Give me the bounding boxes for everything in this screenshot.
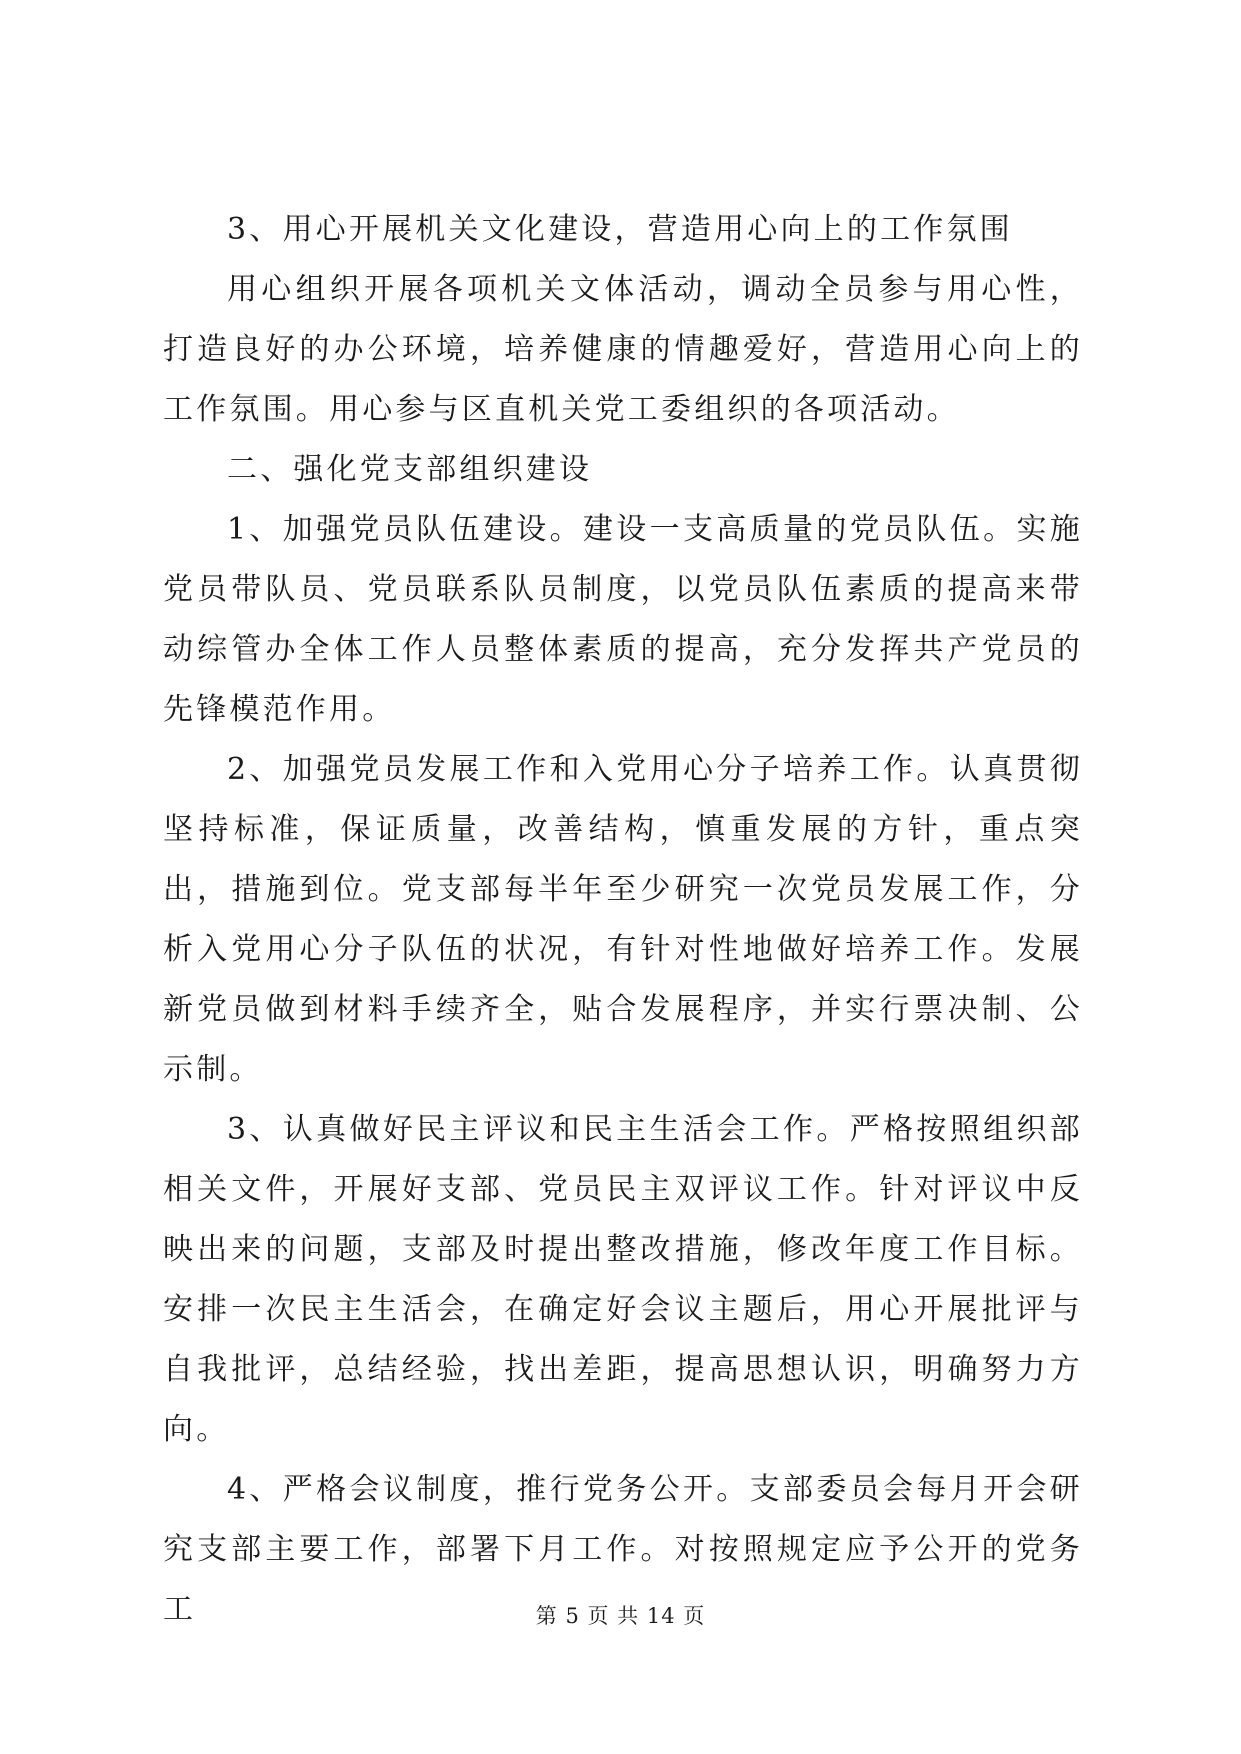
paragraph: 1、加强党员队伍建设。建设一支高质量的党员队伍。实施党员带队员、党员联系队员制度，以党员队伍素质的提高来带动综管办全体工作人员整体素质的提高，充分发挥共产党员的先锋模范作用。: [163, 512, 1083, 727]
page-number-footer: 第 5 页 共 14 页: [535, 1604, 706, 1628]
document-body: [163, 200, 1083, 1640]
paragraph: 用心组织开展各项机关文体活动，调动全员参与用心性，打造良好的办公环境，培养健康的情趣爱好，营造用心向上的工作氛围。用心参与区直机关党工委组织的各项活动。: [163, 272, 1083, 427]
paragraph: 3、用心开展机关文化建设，营造用心向上的工作氛围: [227, 212, 1013, 247]
paragraph: 4、严格会议制度，推行党务公开。支部委员会每月开会研究支部主要工作，部署下月工作。对按照规定应予公开的党务工: [163, 1472, 1083, 1627]
section-heading: 二、强化党支部组织建设: [227, 452, 593, 487]
paragraph: 2、加强党员发展工作和入党用心分子培养工作。认真贯彻坚持标准，保证质量，改善结构，慎重发展的方针，重点突出，措施到位。党支部每半年至少研究一次党员发展工作，分析入党用心分子队伍的状况，有针对性地做好培养工作。发展新党员做到材料手续齐全，贴合发展程序，并实行票决制、公示制。: [163, 752, 1083, 1087]
paragraph: 3、认真做好民主评议和民主生活会工作。严格按照组织部相关文件，开展好支部、党员民主双评议工作。针对评议中反映出来的问题，支部及时提出整改措施，修改年度工作目标。安排一次民主生活会，在确定好会议主题后，用心开展批评与自我批评，总结经验，找出差距，提高思想认识，明确努力方向。: [163, 1112, 1083, 1447]
